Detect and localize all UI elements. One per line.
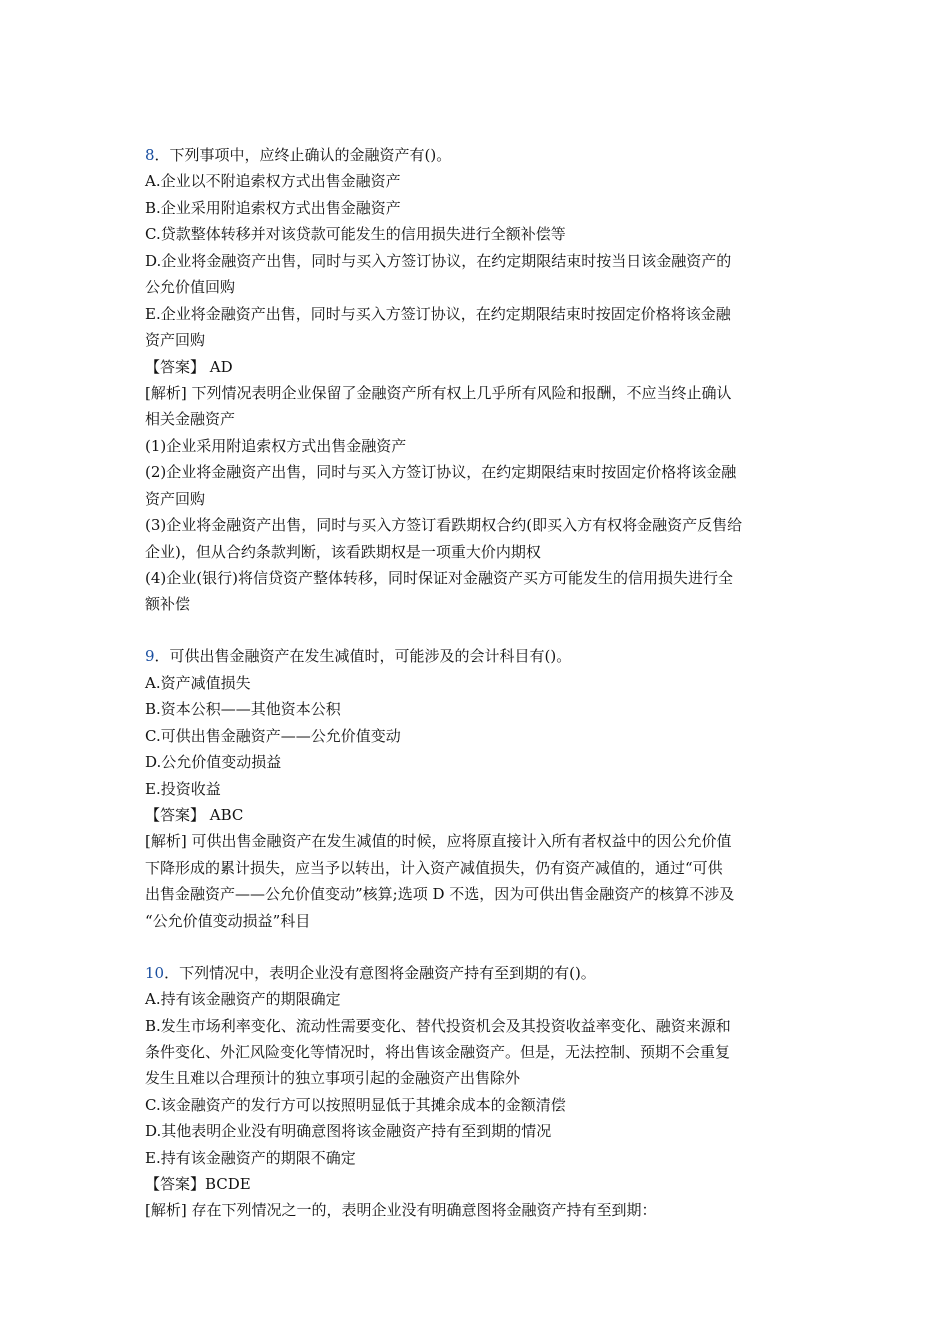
explanation-line: (1)企业采用附追索权方式出售金融资产 bbox=[145, 437, 407, 455]
explanation-line: (4)企业(银行)将信贷资产整体转移，同时保证对金融资产买方可能发生的信用损失进行全 bbox=[145, 569, 733, 587]
question-9-stem bbox=[145, 646, 810, 666]
option-a: A.资产减值损失 bbox=[145, 674, 251, 692]
option-e: E.企业将金融资产出售，同时与买入方签订协议，在约定期限结束时按固定价格将该金融 bbox=[145, 305, 731, 323]
question-text: ．可供出售金融资产在发生减值时，可能涉及的会计科目有()。 bbox=[154, 647, 572, 665]
option-e: E.持有该金融资产的期限不确定 bbox=[145, 1149, 356, 1167]
explanation-line: 额补偿 bbox=[145, 595, 191, 613]
answer: 【答案】BCDE bbox=[145, 1175, 251, 1193]
question-text: ．下列事项中，应终止确认的金融资产有()。 bbox=[154, 146, 452, 164]
option-e-cont: 资产回购 bbox=[145, 331, 206, 349]
option-d-cont: 公允价值回购 bbox=[145, 278, 236, 296]
option-b: B.发生市场利率变化、流动性需要变化、替代投资机会及其投资收益率变化、融资来源和 bbox=[145, 1017, 731, 1035]
explanation: [解析] 可供出售金融资产在发生减值的时候，应将原直接计入所有者权益中的因公允价值 bbox=[145, 832, 732, 850]
option-d: D.企业将金融资产出售，同时与买入方签订协议，在约定期限结束时按当日该金融资产的 bbox=[145, 252, 732, 270]
explanation-line: (3)企业将金融资产出售，同时与买入方签订看跌期权合约(即买入方有权将金融资产反售给 bbox=[145, 516, 743, 534]
option-b-cont: 条件变化、外汇风险变化等情况时，将出售该金融资产。但是，无法控制、预期不会重复 bbox=[145, 1043, 731, 1061]
explanation-line: 相关金融资产 bbox=[145, 410, 236, 428]
option-d: D.其他表明企业没有明确意图将该金融资产持有至到期的情况 bbox=[145, 1122, 552, 1140]
question-number: 9 bbox=[145, 647, 155, 665]
question-10-stem bbox=[145, 963, 810, 983]
option-a: A.企业以不附追索权方式出售金融资产 bbox=[145, 172, 401, 190]
option-c: C.该金融资产的发行方可以按照明显低于其摊余成本的金额清偿 bbox=[145, 1096, 566, 1114]
explanation-line: (2)企业将金融资产出售，同时与买入方签订协议，在约定期限结束时按固定价格将该金融 bbox=[145, 463, 737, 481]
answer: 【答案】 ABC bbox=[145, 806, 244, 824]
option-b: B.资本公积——其他资本公积 bbox=[145, 700, 341, 718]
explanation-line: 下降形成的累计损失，应当予以转出，计入资产减值损失，仍有资产减值的，通过“可供 bbox=[145, 859, 723, 877]
explanation: [解析] 存在下列情况之一的，表明企业没有明确意图将金融资产持有至到期： bbox=[145, 1201, 657, 1219]
question-number: 10 bbox=[145, 964, 165, 982]
explanation-line: 资产回购 bbox=[145, 490, 206, 508]
explanation-line: 企业)，但从合约条款判断，该看跌期权是一项重大价内期权 bbox=[145, 543, 541, 561]
option-b: B.企业采用附追索权方式出售金融资产 bbox=[145, 199, 401, 217]
option-a: A.持有该金融资产的期限确定 bbox=[145, 990, 341, 1008]
option-b-cont: 发生且难以合理预计的独立事项引起的金融资产出售除外 bbox=[145, 1069, 521, 1087]
explanation-line: “公允价值变动损益”科目 bbox=[145, 912, 311, 930]
option-c: C.可供出售金融资产——公允价值变动 bbox=[145, 727, 401, 745]
question-number: 8 bbox=[145, 146, 155, 164]
explanation: [解析] 下列情况表明企业保留了金融资产所有权上几乎所有风险和报酬，不应当终止确认 bbox=[145, 384, 732, 402]
option-d: D.公允价值变动损益 bbox=[145, 753, 282, 771]
question-8-stem bbox=[145, 145, 810, 165]
explanation-line: 出售金融资产——公允价值变动”核算;选项 D 不选，因为可供出售金融资产的核算不涉及 bbox=[145, 885, 735, 903]
option-c: C.贷款整体转移并对该贷款可能发生的信用损失进行全额补偿等 bbox=[145, 225, 566, 243]
question-text: ．下列情况中，表明企业没有意图将金融资产持有至到期的有()。 bbox=[164, 964, 596, 982]
answer: 【答案】 AD bbox=[145, 358, 233, 376]
option-e: E.投资收益 bbox=[145, 780, 221, 798]
